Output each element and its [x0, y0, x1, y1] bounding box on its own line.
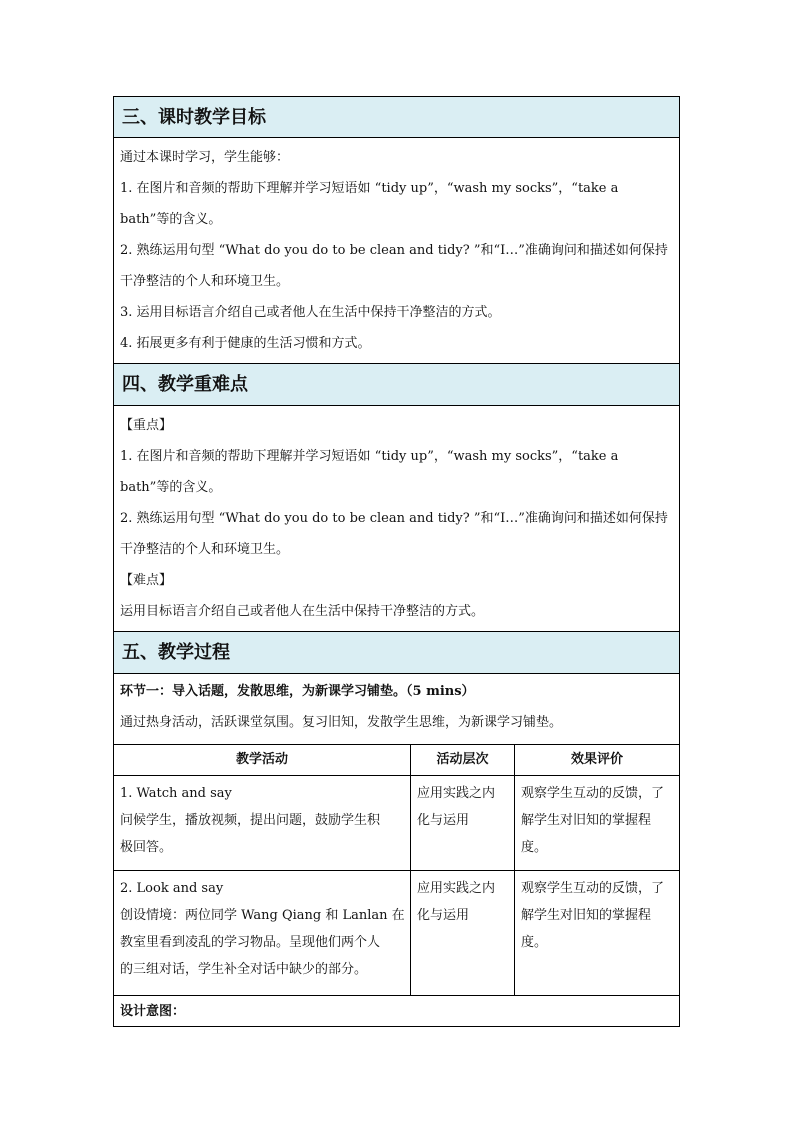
column-header-evaluation: 效果评价: [570, 752, 623, 767]
evaluation-line: 解学生对旧知的掌握程: [521, 908, 652, 923]
section-4-title: 四、教学重难点: [122, 374, 248, 395]
activity-line: 2. Look and say: [120, 881, 224, 896]
level-line: 化与运用: [417, 908, 470, 923]
objective-line: 3. 运用目标语言介绍自己或者他人在生活中保持干净整洁的方式。: [120, 305, 501, 320]
activity-line: 教室里看到凌乱的学习物品。呈现他们两个人: [120, 935, 381, 950]
evaluation-line: 观察学生互动的反馈，了: [521, 881, 665, 896]
column-header-activity: 教学活动: [114, 745, 411, 775]
table-row: [113, 776, 680, 871]
segment-title: 环节一：导入话题，发散思维，为新课学习铺垫。（5 mins）: [120, 684, 475, 699]
evaluation-cell: [515, 871, 679, 995]
activity-line: 问候学生，播放视频，提出问题，鼓励学生积: [120, 813, 381, 828]
evaluation-line: 观察学生互动的反馈，了: [521, 786, 665, 801]
level-line: 应用实践之内: [417, 881, 496, 896]
section-5-title: 五、教学过程: [122, 642, 230, 663]
key-point-line: bath”等的含义。: [120, 480, 222, 495]
segment-description: 通过热身活动，活跃课堂氛围。复习旧知，发散学生思维，为新课学习铺垫。: [120, 715, 563, 730]
table-row: [113, 871, 680, 996]
objective-line: 4. 拓展更多有利于健康的生活习惯和方式。: [120, 336, 371, 351]
section-4-body: [113, 406, 680, 632]
level-line: 应用实践之内: [417, 786, 496, 801]
key-point-line: 2. 熟练运用句型 “What do you do to be clean and tidy? ”和“I…”准确询问和描述如何保持: [120, 511, 668, 526]
column-header-level: 活动层次: [411, 745, 515, 775]
difficulty-label: 【难点】: [120, 573, 173, 588]
objective-line: 通过本课时学习，学生能够：: [120, 150, 290, 165]
objective-line: 干净整洁的个人和环境卫生。: [120, 274, 290, 289]
activity-line: 的三组对话，学生补全对话中缺少的部分。: [120, 962, 368, 977]
evaluation-line: 解学生对旧知的掌握程: [521, 813, 652, 828]
activity-cell: [114, 776, 411, 870]
level-line: 化与运用: [417, 813, 470, 828]
activity-line: 极回答。: [120, 840, 173, 855]
evaluation-line: 度。: [521, 840, 548, 855]
evaluation-cell: [515, 776, 679, 870]
segment-block: [113, 674, 680, 745]
section-5-heading: [113, 632, 680, 674]
design-intent-label: 设计意图：: [120, 1004, 186, 1019]
activity-line: 1. Watch and say: [120, 786, 232, 801]
objective-line: bath”等的含义。: [120, 212, 222, 227]
section-4-heading: [113, 364, 680, 406]
design-intent-row: [113, 996, 680, 1027]
activity-table-header: [113, 745, 680, 776]
objective-line: 2. 熟练运用句型 “What do you do to be clean and tidy? ”和“I…”准确询问和描述如何保持: [120, 243, 668, 258]
activity-cell: [114, 871, 411, 995]
key-point-line: 1. 在图片和音频的帮助下理解并学习短语如 “tidy up”，“wash my socks”，“take a: [120, 449, 619, 464]
difficulty-line: 运用目标语言介绍自己或者他人在生活中保持干净整洁的方式。: [120, 604, 485, 619]
level-cell: [411, 871, 515, 995]
section-3-title: 三、课时教学目标: [122, 107, 266, 128]
section-3-body: [113, 138, 680, 364]
activity-line: 创设情境：两位同学 Wang Qiang 和 Lanlan 在: [120, 908, 405, 923]
key-points-label: 【重点】: [120, 418, 173, 433]
key-point-line: 干净整洁的个人和环境卫生。: [120, 542, 290, 557]
objective-line: 1. 在图片和音频的帮助下理解并学习短语如 “tidy up”，“wash my socks”，“take a: [120, 181, 619, 196]
level-cell: [411, 776, 515, 870]
lesson-plan-document: [113, 96, 680, 1027]
evaluation-line: 度。: [521, 935, 548, 950]
section-3-heading: [113, 96, 680, 138]
